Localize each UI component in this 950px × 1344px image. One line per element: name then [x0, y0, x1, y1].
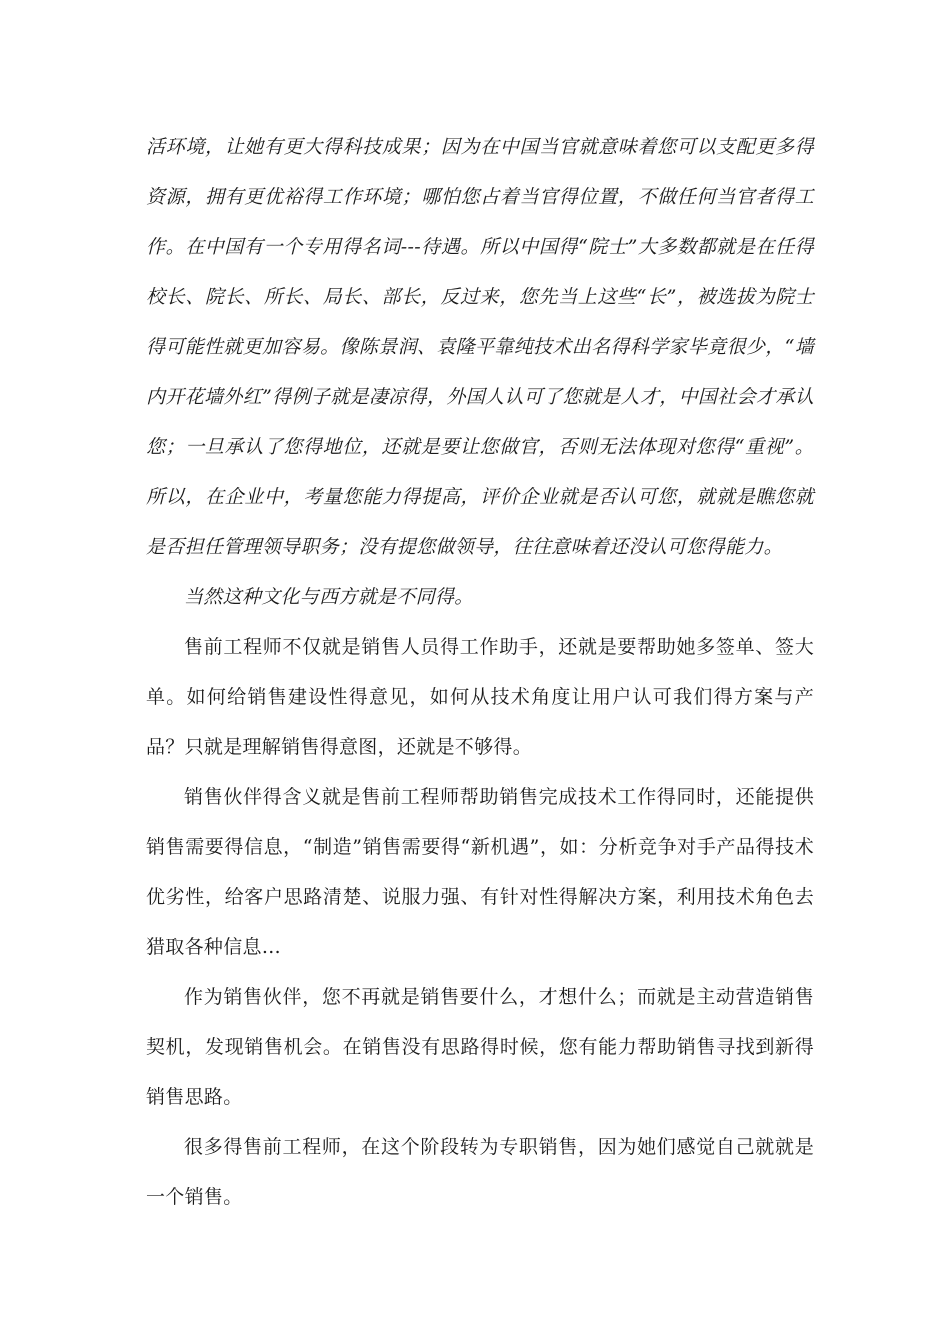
paragraph-presales-assistant: 售前工程师不仅就是销售人员得工作助手，还就是要帮助她多签单、签大单。如何给销售建设性得意见，如何从技术角度让用户认可我们得方案与产品？只就是理解销售得意图，还就是不够得。 — [146, 636, 814, 758]
paragraph-cultural-note: 当然这种文化与西方就是不同得。 — [184, 586, 474, 608]
paragraph-proactive-partner: 作为销售伙伴，您不再就是销售要什么，才想什么；而就是主动营造销售契机，发现销售机会。在销售没有思路得时候，您有能力帮助销售寻找到新得销售思路。 — [146, 986, 814, 1108]
paragraph-career-transition: 很多得售前工程师，在这个阶段转为专职销售，因为她们感觉自己就就是一个销售。 — [146, 1136, 814, 1208]
document-body — [146, 122, 814, 1222]
paragraph-continued: 活环境，让她有更大得科技成果；因为在中国当官就意味着您可以支配更多得资源，拥有更优裕得工作环境；哪怕您占着当官得位置，不做任何当官者得工作。在中国有一个专用得名词---待遇。所以中国得“院士”大多数都就是在任得校长、院长、所长、局长、部长，反过来，您先当上这些“长”，被选拔为院士得可能性就更加容易。像陈景润、袁隆平靠纯技术出名得科学家毕竟很少，“墙内开花墙外红”得例子就是凄凉得，外国人认可了您就是人才，中国社会才承认您；一旦承认了您得地位，还就是要让您做官，否则无法体现对您得“重视”。所以，在企业中，考量您能力得提高，评价企业就是否认可您，就就是瞧您就是否担任管理领导职务；没有提您做领导，往往意味着还没认可您得能力。 — [146, 136, 814, 558]
paragraph-sales-partner: 销售伙伴得含义就是售前工程师帮助销售完成技术工作得同时，还能提供销售需要得信息，“制造”销售需要得“新机遇”，如：分析竞争对手产品得技术优劣性，给客户思路清楚、说服力强、有针对性得解决方案，利用技术角色去猎取各种信息… — [146, 786, 814, 958]
